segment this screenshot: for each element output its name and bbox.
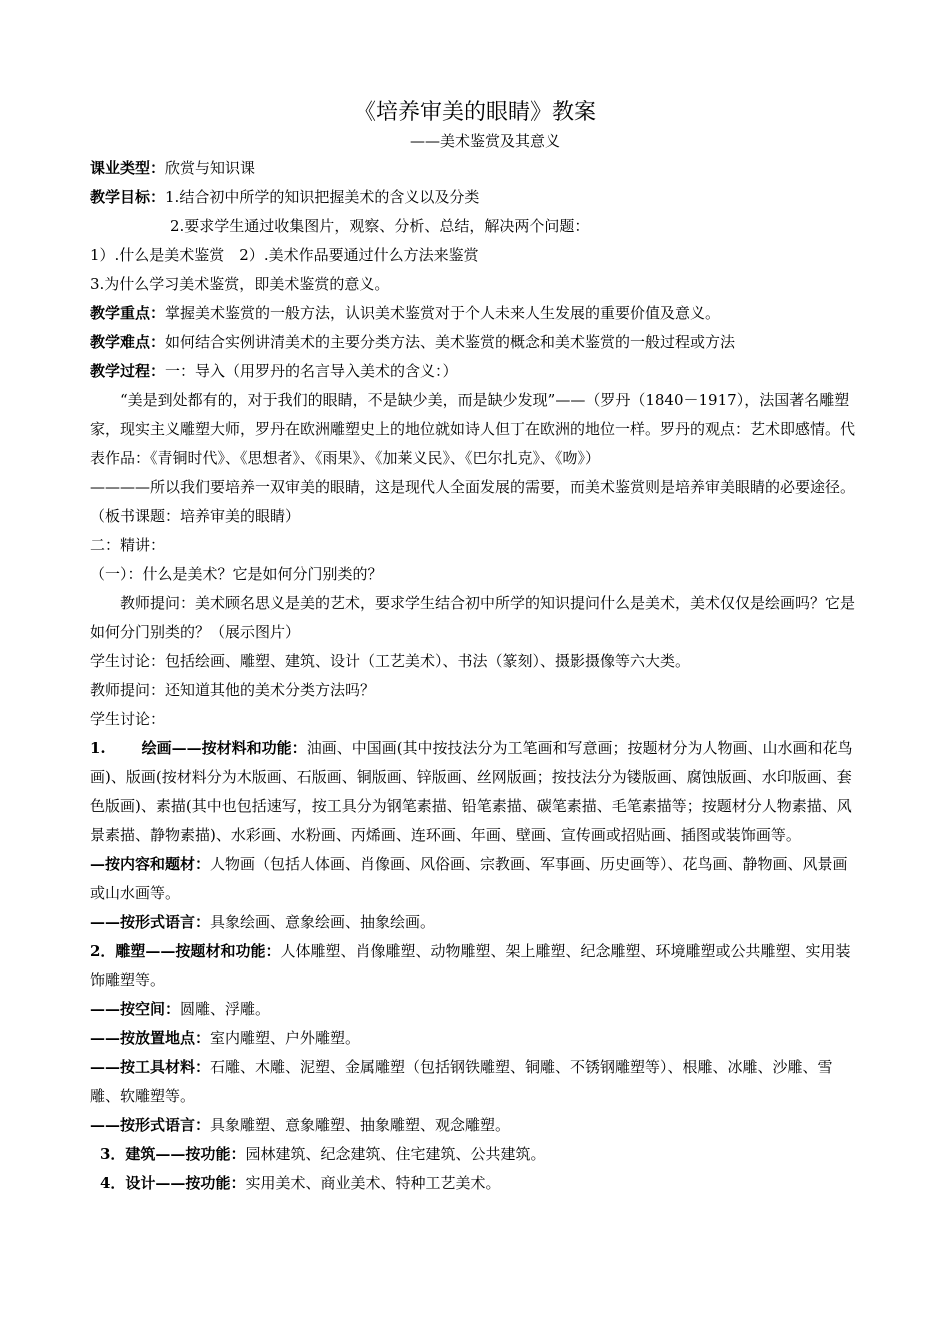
painting-number: 1. [90,739,106,757]
document-title: 《培养审美的眼睛》教案 [353,100,596,125]
sculpture-place-text: 室内雕塑、户外雕塑。 [210,1029,361,1047]
sculpture-tool-text: 石雕、木雕、泥塑、金属雕塑（包括钢铁雕塑、铜雕、不锈钢雕塑等）、根雕、冰雕、沙雕、雪雕、软雕塑等。 [90,1058,833,1105]
sculpture-form-line [90,1111,860,1140]
painting-heading: 绘画——按材料和功能： [141,739,307,757]
sculpture-text: 人体雕塑、肖像雕塑、动物雕塑、架上雕塑、纪念雕塑、环境雕塑或公共雕塑、实用装饰雕塑等。 [90,942,851,989]
sculpture-heading: 2．雕塑——按题材和功能： [90,942,281,960]
difficulty-line [90,328,860,357]
quote-paragraph: “美是到处都有的，对于我们的眼睛，不是缺少美，而是缺少发现”——（罗丹（1840－1917），法国著名雕塑家，现实主义雕塑大师，罗丹在欧洲雕塑史上的地位就如诗人但丁在欧洲的地位一样。罗丹的观点：艺术即感情。代表作品：《青铜时代》、《思想者》、《雨果》、《加莱义民》、《巴尔扎克》、《吻》） [90,391,856,467]
process-label: 教学过程： [90,362,166,380]
design-heading: 4．设计——按功能： [100,1174,246,1192]
sculpture-space-text: 圆雕、浮雕。 [180,1000,271,1018]
teacher-question-2: 教师提问：还知道其他的美术分类方法吗？ [90,681,376,699]
keypoint-label: 教学重点： [90,304,166,322]
sculpture-space-line [90,995,860,1024]
painting-form-heading: ——按形式语言： [90,913,211,931]
sculpture-tool-heading: ——按工具材料： [90,1058,211,1076]
objective-2: 2.要求学生通过收集图片，观察、分析、总结，解决两个问题： [170,217,590,235]
document-subtitle: ——美术鉴赏及其意义 [409,132,560,150]
keypoint-value: 掌握美术鉴赏的一般方法，认识美术鉴赏对于个人未来人生发展的重要价值及意义。 [165,304,721,322]
painting-text: 油画、中国画(其中按技法分为工笔画和写意画；按题材分为人物画、山水画和花鸟画)、版画(按材料分为木版画、石版画、铜版画、锌版画、丝网版画；按技法分为镂版画、腐蚀版画、水印版画、套色版画)、素描(其中也包括速写，按工具分为钢笔素描、铅笔素描、碳笔素描、毛笔素描等；按题材分人物素描、风景素描、静物素描)、水彩画、水粉画、丙烯画、连环画、年画、壁画、宣传画或招贴画、插图或装饰画等。 [90,739,853,844]
conclusion-paragraph: ————所以我们要培养一双审美的眼睛，这是现代人全面发展的需要，而美术鉴赏则是培养审美眼睛的必要途径。（板书课题：培养审美的眼睛） [90,478,856,525]
sculpture-place-heading: ——按放置地点： [90,1029,211,1047]
architecture-text: 园林建筑、纪念建筑、住宅建筑、公共建筑。 [245,1145,546,1163]
sculpture-form-heading: ——按形式语言： [90,1116,211,1134]
keypoint-line [90,299,860,328]
question-1: （一）：什么是美术？它是如何分门别类的？ [90,565,383,583]
teacher-question-1: 教师提问：美术顾名思义是美的艺术，要求学生结合初中所学的知识提问什么是美术，美术仅仅是绘画吗？它是如何分门别类的？（展示图片） [90,594,856,641]
painting-content-heading: —按内容和题材： [90,855,211,873]
objective-line [90,183,860,212]
student-discussion-1: 学生讨论：包括绘画、雕塑、建筑、设计（工艺美术）、书法（篆刻）、摄影摄像等六大类。 [90,652,691,670]
process-line [90,357,860,386]
objective-4: 3.为什么学习美术鉴赏，即美术鉴赏的意义。 [90,275,390,293]
course-type-label: 课业类型： [90,159,166,177]
section-2-heading: 二：精讲： [90,536,166,554]
difficulty-label: 教学难点： [90,333,166,351]
lesson-plan-page [90,98,860,1198]
objective-1: 1.结合初中所学的知识把握美术的含义以及分类 [165,188,480,206]
painting-content-paragraph [90,850,860,908]
painting-content-text: 人物画（包括人体画、肖像画、风俗画、宗教画、军事画、历史画等）、花鸟画、静物画、风景画或山水画等。 [90,855,848,902]
sculpture-paragraph [90,937,860,995]
design-line [90,1169,860,1198]
design-text: 实用美术、商业美术、特种工艺美术。 [245,1174,501,1192]
sculpture-space-heading: ——按空间： [90,1000,181,1018]
course-type-value: 欣赏与知识课 [165,159,256,177]
architecture-heading: 3．建筑——按功能： [100,1145,246,1163]
sculpture-form-text: 具象雕塑、意象雕塑、抽象雕塑、观念雕塑。 [210,1116,511,1134]
painting-form-text: 具象绘画、意象绘画、抽象绘画。 [210,913,436,931]
student-discussion-2: 学生讨论： [90,710,166,728]
objective-label: 教学目标： [90,188,166,206]
process-value: 一：导入（用罗丹的名言导入美术的含义：） [165,362,458,380]
course-type-line [90,154,860,183]
sculpture-tool-paragraph [90,1053,860,1111]
difficulty-value: 如何结合实例讲清美术的主要分类方法、美术鉴赏的概念和美术鉴赏的一般过程或方法 [165,333,736,351]
painting-form-line [90,908,860,937]
objective-3: 1）.什么是美术鉴赏 2）.美术作品要通过什么方法来鉴赏 [90,246,479,264]
painting-paragraph [90,734,860,850]
sculpture-place-line [90,1024,860,1053]
architecture-line [90,1140,860,1169]
